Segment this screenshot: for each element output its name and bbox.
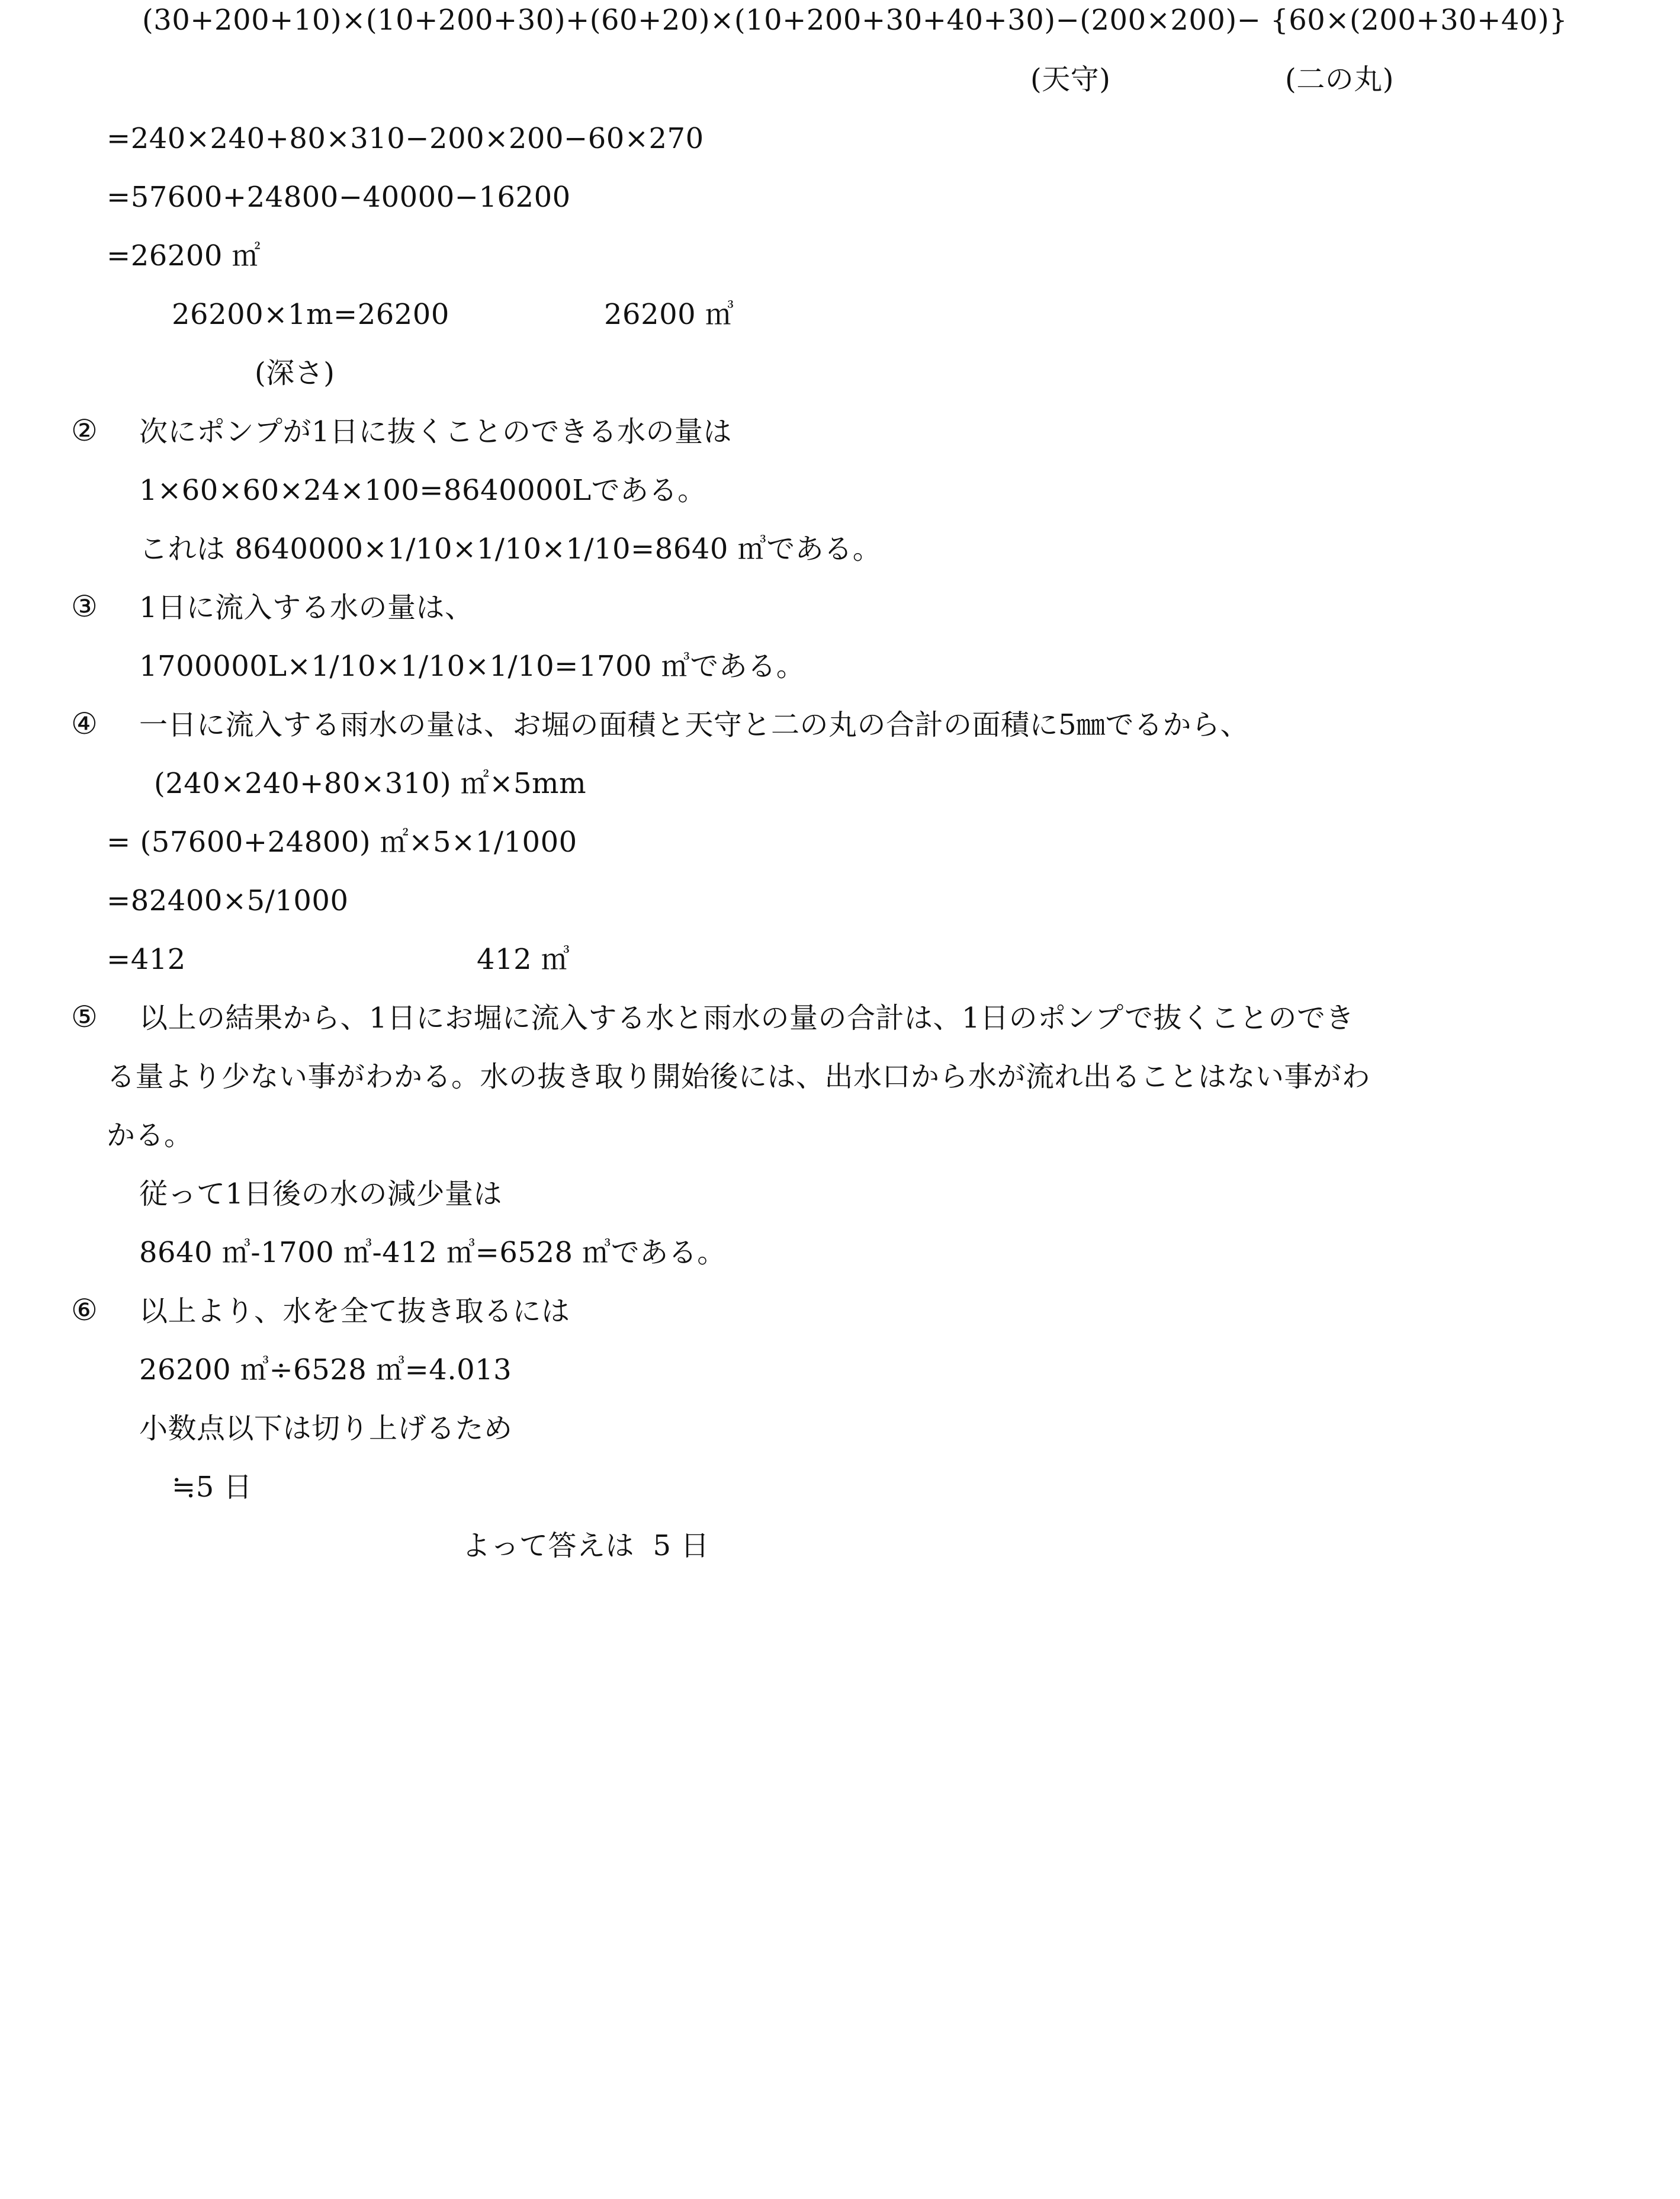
step-4-result: 412 ㎥ [477,943,570,976]
step-2-heading: 次にポンプが1日に抜くことのできる水の量は [139,415,733,448]
step-3-line-1: 1700000L×1/10×1/10×1/10=1700 ㎥である。 [139,650,805,683]
calc-line-3: =26200 ㎡ [107,239,261,272]
step-marker-5: ⑤ [71,1000,98,1034]
step-6-line-1: 26200 ㎥÷6528 ㎥=4.013 [139,1353,512,1386]
step-4-line-1: (240×240+80×310) ㎡×5mm [154,767,587,800]
label-ninomaru: (二の丸) [1285,63,1394,96]
volume-result: 26200 ㎥ [604,298,734,331]
step-2-line-2: これは 8640000×1/10×1/10×1/10=8640 ㎥である。 [139,532,882,566]
step-6-heading: 以上より、水を全て抜き取るには [139,1295,570,1328]
final-answer: よって答えは 5 日 [462,1529,709,1562]
calc-line-2: =57600+24800−40000−16200 [107,181,571,214]
step-2-line-1: 1×60×60×24×100=8640000Lである。 [139,474,706,507]
label-depth: (深さ) [255,357,335,390]
step-marker-6: ⑥ [71,1293,98,1327]
step-4-heading: 一日に流入する雨水の量は、お堀の面積と天守と二の丸の合計の面積に5㎜でるから、 [139,708,1249,741]
step-5-line-5: 8640 ㎥-1700 ㎥-412 ㎥=6528 ㎥である。 [139,1236,726,1269]
step-3-heading: 1日に流入する水の量は、 [139,591,474,624]
step-4-line-3: =82400×5/1000 [107,884,349,917]
step-5-line-2: る量より少ない事がわかる。水の抜き取り開始後には、出水口から水が流れ出ることはない事がわ [107,1060,1371,1093]
step-marker-3: ③ [71,589,98,624]
step-6-line-3: ≒5 日 [172,1471,253,1504]
step-6-line-2: 小数点以下は切り上げるため [139,1412,513,1445]
calc-line-1: =240×240+80×310−200×200−60×270 [107,122,704,155]
step-5-line-1: 以上の結果から、1日にお堀に流入する水と雨水の量の合計は、1日のポンプで抜くことのでき [139,1001,1355,1035]
formula-line-1: (30+200+10)×(10+200+30)+(60+20)×(10+200+30+40+30)−(200×200)− {60×(200+30+40)} [142,4,1568,37]
step-5-line-3: かる。 [107,1119,193,1152]
step-4-line-2: = (57600+24800) ㎡×5×1/1000 [107,826,577,859]
step-4-line-4: =412 [107,943,186,976]
step-marker-4: ④ [71,707,98,741]
label-tenshu: (天守) [1030,63,1111,96]
step-5-line-4: 従って1日後の水の減少量は [139,1177,503,1211]
step-marker-2: ② [71,413,98,448]
volume-calc: 26200×1m=26200 [172,298,449,331]
